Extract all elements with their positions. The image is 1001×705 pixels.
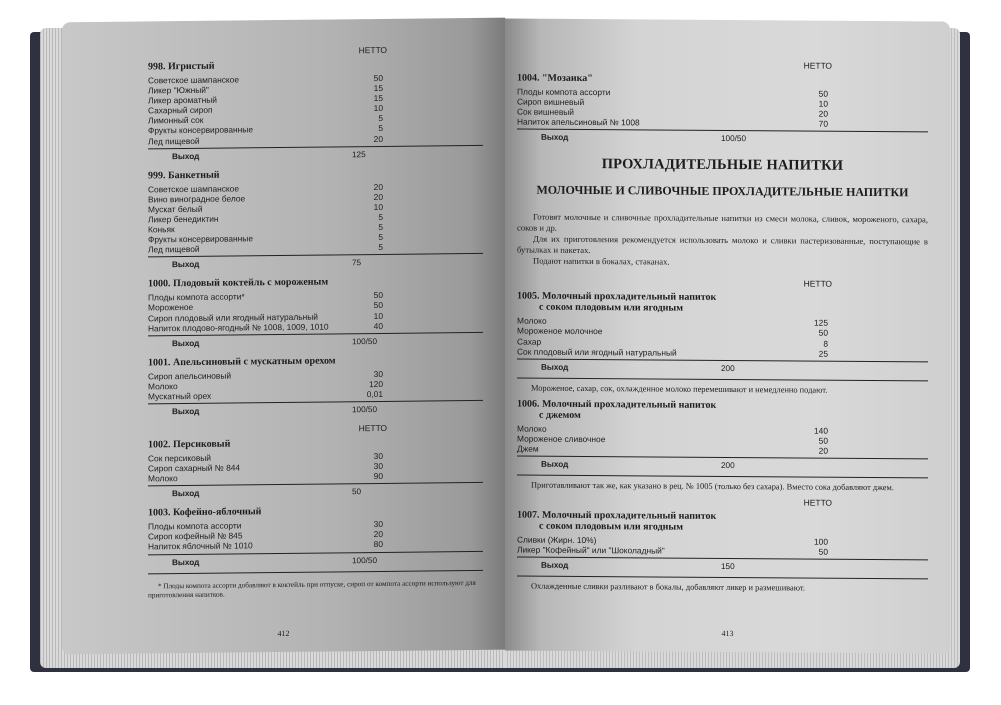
subsection-title: МОЛОЧНЫЕ И СЛИВОЧНЫЕ ПРОХЛАДИТЕЛЬНЫЕ НАПИТКИ xyxy=(536,183,909,200)
ingredient-row: Ликер "Южный" 15 xyxy=(148,83,383,96)
recipe-1003 xyxy=(148,504,483,574)
intro-paragraph: Готовят молочные и сливочные прохладительные напитки из смеси молока, сливок, мороженого, сахара, соков и др. xyxy=(517,212,928,234)
right-page xyxy=(505,18,950,653)
recipe-title: 1002. Персиковый xyxy=(148,438,231,451)
ingredient-row: Сливки (Жирн. 10%) 100 xyxy=(517,534,828,547)
ingredient-row: Ликер ароматный 15 xyxy=(148,93,383,106)
recipe-999 xyxy=(148,167,483,274)
output-row: Выход 100/50 xyxy=(172,336,378,348)
recipe-title: 1004. "Мозаика" xyxy=(517,72,593,85)
recipe-1005 xyxy=(517,291,928,396)
ingredient-row: Сок плодовый или ягодный натуральный 25 xyxy=(517,346,828,359)
page-number: 412 xyxy=(277,628,290,639)
ingredient-row: Плоды компота ассорти 30 xyxy=(148,519,383,532)
ingredient-row: Сироп кофейный № 845 20 xyxy=(148,529,383,542)
ingredient-row: Сироп сахарный № 844 30 xyxy=(148,461,383,474)
recipe-1004 xyxy=(517,73,928,149)
ingredient-row: Ликер "Кофейный" или "Шоколадный" 50 xyxy=(517,544,828,557)
ingredient-row: Джем 20 xyxy=(517,443,828,456)
netto-header: НЕТТО xyxy=(803,278,832,290)
recipe-title: 999. Банкетный xyxy=(148,169,220,182)
ingredient-row: Сироп вишневый 10 xyxy=(517,96,828,109)
ingredient-row: Плоды компота ассорти* 50 xyxy=(148,290,383,303)
recipe-note: Охлажденные сливки разливают в бокалы, добавляют ликер и размешивают. xyxy=(531,581,806,593)
recipe-title: 1005. Молочный прохладительный напиток с соком плодовым или ягодным xyxy=(517,290,717,315)
ingredient-row: Молоко 120 xyxy=(148,378,383,392)
ingredient-row: Мороженое 50 xyxy=(148,300,383,313)
recipe-1002 xyxy=(148,436,483,503)
ingredient-row: Молоко 90 xyxy=(148,471,383,484)
recipe-title: 1003. Кофейно-яблочный xyxy=(148,506,262,519)
output-row: Выход 100/50 xyxy=(172,404,378,417)
netto-header: НЕТТО xyxy=(358,44,387,56)
recipe-note: Мороженое, сахар, сок, охлажденное молоко перемешивают и немедленно подают. xyxy=(531,383,828,395)
ingredient-row: Молоко 140 xyxy=(517,423,828,436)
ingredient-row: Сахарный сироп 10 xyxy=(148,103,383,116)
recipe-1007 xyxy=(517,510,928,595)
output-row: Выход 125 xyxy=(172,149,366,161)
ingredient-row: Фрукты консервированные 5 xyxy=(148,232,383,245)
ingredient-row: Мороженое молочное 50 xyxy=(517,325,828,339)
netto-header: НЕТТО xyxy=(803,497,832,508)
divider xyxy=(517,377,928,381)
recipe-title: 1007. Молочный прохладительный напиток с соком плодовым или ягодным xyxy=(517,509,717,533)
left-page xyxy=(62,18,505,655)
ingredient-row: Сахар 8 xyxy=(517,336,828,349)
ingredient-row: Советское шампанское 20 xyxy=(148,181,383,195)
recipe-998 xyxy=(148,58,483,165)
output-row: Выход 200 xyxy=(541,459,735,471)
page-number: 413 xyxy=(721,628,734,639)
output-row: Выход 100/50 xyxy=(172,555,378,567)
divider xyxy=(517,475,928,479)
ingredient-row: Сок вишневый 20 xyxy=(517,106,828,119)
ingredient-row: Сироп апельсиновый 30 xyxy=(148,368,383,382)
recipe-1000 xyxy=(148,275,483,352)
ingredient-row: Лимонный сок 5 xyxy=(148,113,383,126)
intro-paragraph: Подают напитки в бокалах, стаканах. xyxy=(533,256,670,267)
intro-paragraph: Для их приготовления рекомендуется использовать молоко и сливки пастеризованные, поступающие в бутылках и пакетах. xyxy=(517,234,928,256)
ingredient-row: Сок персиковый 30 xyxy=(148,450,383,464)
netto-header: НЕТТО xyxy=(803,60,832,71)
ingredient-row: Мускат белый 10 xyxy=(148,201,383,215)
recipe-title: 998. Игристый xyxy=(148,60,215,73)
footnote: * Плоды компота ассорти добавляют в коктейль при отпуске, сироп от компота ассорти используют для приготовления напитков. xyxy=(148,578,476,599)
ingredient-row: Мускатный орех 0,01 xyxy=(148,388,383,402)
output-row: Выход 50 xyxy=(172,487,362,499)
ingredient-row: Советское шампанское 50 xyxy=(148,72,383,86)
section-title: ПРОХЛАДИТЕЛЬНЫЕ НАПИТКИ xyxy=(601,156,844,175)
ingredient-row: Мороженое сливочное 50 xyxy=(517,433,828,446)
output-row: Выход 75 xyxy=(172,258,362,270)
output-row: Выход 100/50 xyxy=(541,133,747,144)
ingredient-row: Ликер бенедиктин 5 xyxy=(148,211,383,225)
netto-header: НЕТТО xyxy=(358,422,387,434)
recipe-1001 xyxy=(148,354,483,421)
ingredient-row: Напиток апельсиновый № 1008 70 xyxy=(517,116,828,129)
ingredient-row: Коньяк 5 xyxy=(148,221,383,235)
recipe-1006 xyxy=(517,398,928,493)
ingredient-row: Сироп плодовый или ягодный натуральный 10 xyxy=(148,310,383,323)
ingredient-row: Напиток плодово-ягодный № 1008, 1009, 1010 40 xyxy=(148,320,383,334)
recipe-title: 1001. Апельсиновый с мускатным орехом xyxy=(148,355,336,369)
ingredient-row: Молоко 125 xyxy=(517,315,828,329)
ingredient-row: Лед пищевой 20 xyxy=(148,133,383,146)
ingredient-row: Фрукты консервированные 5 xyxy=(148,123,383,136)
recipe-note: Приготавливают так же, как указано в рец. № 1005 (только без сахара). Вместо сока добавляют джем. xyxy=(531,480,894,493)
recipe-title: 1000. Плодовый коктейль с мороженым xyxy=(148,276,329,290)
ingredient-row: Напиток яблочный № 1010 80 xyxy=(148,539,383,552)
output-row: Выход 200 xyxy=(541,362,735,373)
ingredient-row: Плоды компота ассорти 50 xyxy=(517,86,828,99)
ingredient-row: Лед пищевой 5 xyxy=(148,242,383,255)
ingredient-row: Вино виноградное белое 20 xyxy=(148,191,383,205)
recipe-title: 1006. Молочный прохладительный напиток с джемом xyxy=(517,398,717,421)
output-row: Выход 150 xyxy=(541,560,735,572)
divider xyxy=(517,576,928,580)
